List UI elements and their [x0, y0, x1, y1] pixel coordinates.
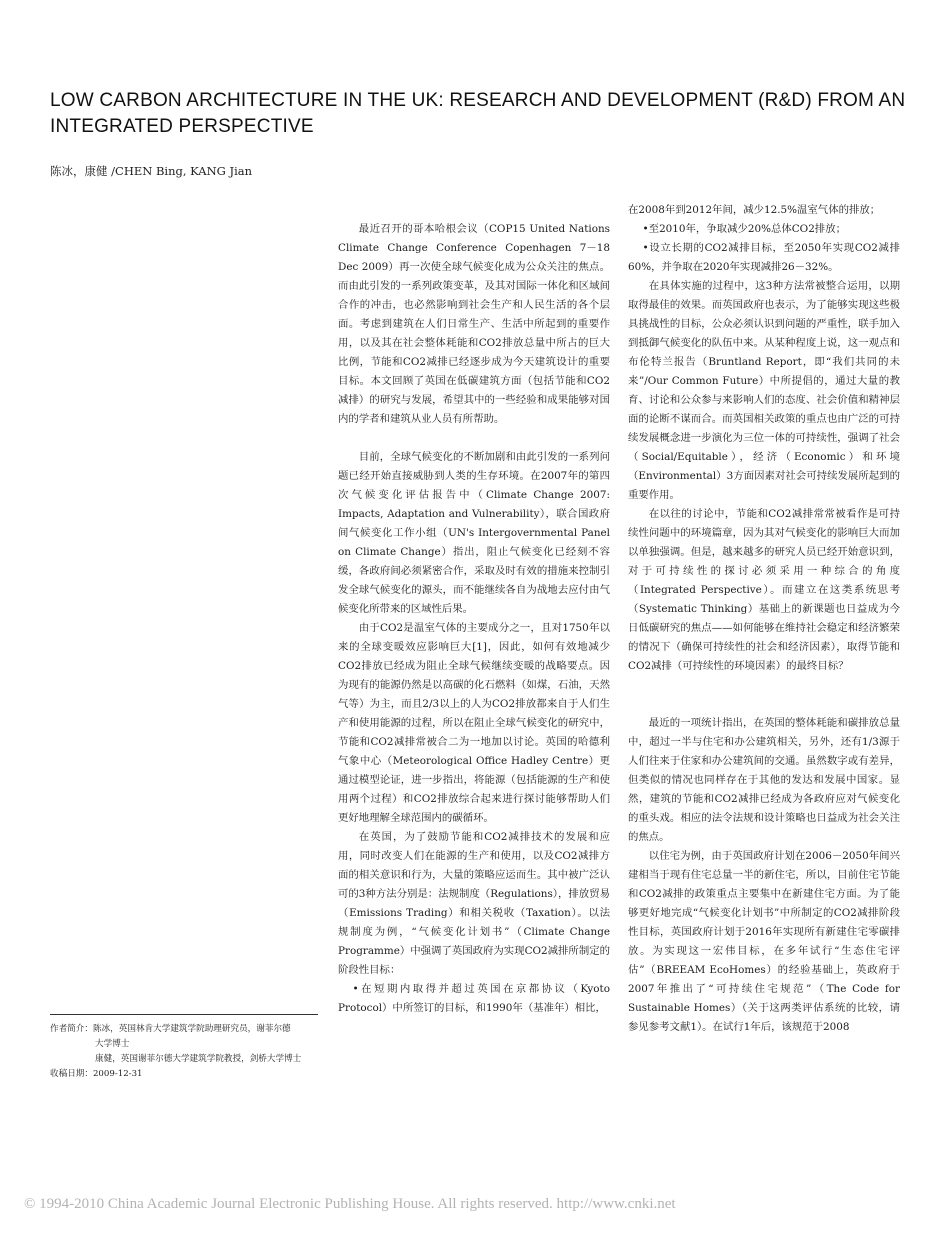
section-gap	[338, 429, 610, 448]
body-paragraph: 在2008年到2012年间，减少12.5%温室气体的排放；	[628, 204, 881, 216]
body-paragraph: 最近的一项统计指出，在英国的整体耗能和碳排放总量中，超过一半与住宅和办公建筑相关，另外，还有1/3源于人们往来于住家和办公建筑间的交通。虽然数字或有差异，但类似的情况也同样存在于其他的发达和发展中国家。显然，建筑的节能和CO2减排已经成为各政府应对气候变化的重头戏。相应的法令法规和设计策略也日益成为社会关注的焦点。	[628, 717, 900, 843]
bullet-paragraph: •设立长期的CO2减排目标，至2050年实现CO2减排60%，并争取在2020年实现减排26－32%。	[628, 242, 900, 273]
body-paragraph: 以住宅为例，由于英国政府计划在2006－2050年间兴建相当于现有住宅总量一半的新住宅，所以，目前住宅节能和CO2减排的政策重点主要集中在新建住宅方面。为了能够更好地完成“气候变化计划书”中所制定的CO2减排阶段性目标，英国政府计划于2016年实现所有新建住宅零碳排放。为实现这一宏伟目标，在多年试行“生态住宅评估”（BREEAM EcoHomes）的经验基础上，英政府于2007年推出了“可持续住宅规范”（The Code for Sustainable Homes）（关于这两类评估系统的比较，请参见参考文献1）。在试行1年后，该规范于2008	[628, 850, 900, 1033]
author-notes	[50, 1022, 330, 1082]
body-paragraph: 在以往的讨论中，节能和CO2减排常常被看作是可持续性问题中的环境篇章，因为其对气候变化的影响巨大而加以单独强调。但是，越来越多的研究人员已经开始意识到，对于可持续性的探讨必须采用一种综合的角度（Integrated Perspective）。而建立在这类系统思考（Systematic Thinking）基础上的新课题也日益成为今日低碳研究的焦点——如何能够在维持社会稳定和经济繁荣的情况下（确保可持续性的社会和经济因素），取得节能和CO2减排（可持续性的环境因素）的最终目标？	[628, 508, 900, 672]
text-column-left	[338, 220, 610, 1018]
section-gap	[628, 676, 900, 695]
body-paragraph: 在具体实施的过程中，这3种方法常被整合运用，以期取得最佳的效果。而英国政府也表示，为了能够实现这些极具挑战性的目标，公众必须认识到问题的严重性，联手加入到抵御气候变化的队伍中来。从某种程度上说，这一观点和布伦特兰报告（Bruntland Report，即“我们共同的未来”/Our Common Future）中所提倡的，通过大量的教育、讨论和公众参与来影响人们的态度、社会价值和精神层面的论断不谋而合。而英国相关政策的重点也由广泛的可持续发展概念进一步演化为三位一体的可持续性，强调了社会（Social/Equitable），经济（Economic）和环境（Environmental）3方面因素对社会可持续发展所起到的重要作用。	[628, 280, 900, 501]
bullet-paragraph: •在短期内取得并超过英国在京都协议（Kyoto Protocol）中所签订的目标，和1990年（基准年）相比，	[338, 983, 610, 1014]
author-note-line: 大学博士	[95, 1039, 130, 1049]
bullet-paragraph: •至2010年，争取减少20%总体CO2排放；	[642, 223, 846, 235]
author-note-line: 作者简介：陈冰，英国林肯大学建筑学院助理研究员，谢菲尔德	[50, 1024, 291, 1034]
copyright-footer: © 1994-2010 China Academic Journal Electronic Publishing House. All rights reserved. http://www.cnki.net	[24, 1196, 676, 1212]
abstract-paragraph: 最近召开的哥本哈根会议（COP15 United Nations Climate Change Conference Copenhagen 7－18 Dec 2009）再一次使全球气候变化成为公众关注的焦点。而由此引发的一系列政策变革，及其对国际一体化和区域间合作的冲击，也必然影响到社会生产和人民生活的各个层面。考虑到建筑在人们日常生产、生活中所起到的重要作用，以及其在社会整体耗能和CO2排放总量中所占的巨大比例，节能和CO2减排已经逐步成为今天建筑设计的重要目标。本文回顾了英国在低碳建筑方面（包括节能和CO2减排）的研究与发展，希望其中的一些经验和成果能够对国内的学者和建筑从业人员有所帮助。	[338, 223, 610, 425]
received-date: 收稿日期：2009-12-31	[50, 1069, 143, 1079]
author-note-line: 康健，英国谢菲尔德大学建筑学院教授，剑桥大学博士	[95, 1054, 302, 1064]
authors: 陈冰，康健 /CHEN Bing, KANG Jian	[50, 164, 253, 178]
body-paragraph: 由于CO2是温室气体的主要成分之一，且对1750年以来的全球变暖效应影响巨大[1]，因此，如何有效地减少CO2排放已经成为阻止全球气候继续变暖的战略要点。因为现有的能源仍然是以高碳的化石燃料（如煤，石油，天然气等）为主，而且2/3以上的人为CO2排放都来自于人们生产和使用能源的过程，所以在阻止全球气候变化的研究中，节能和CO2减排常被合二为一地加以讨论。英国的哈德利气象中心（Meteorological Office Hadley Centre）更通过模型论证，进一步指出，将能源（包括能源的生产和使用两个过程）和CO2排放综合起来进行探讨能够帮助人们更好地理解全球范围内的碳循环。	[338, 622, 610, 824]
body-paragraph: 目前，全球气候变化的不断加剧和由此引发的一系列问题已经开始直接威胁到人类的生存环境。在2007年的第四次气候变化评估报告中（Climate Change 2007: Impacts, Adaptation and Vulnerability），联合国政府间气候变化工作小组（UN's Intergovernmental Panel on Climate Change）指出，阻止气候变化已经刻不容缓，各政府间必须紧密合作，采取及时有效的措施来控制引发全球气候变化的源头，而不能继续各自为战地去应付由气候变化所带来的区域性后果。	[338, 451, 610, 615]
body-paragraph: 在英国，为了鼓励节能和CO2减排技术的发展和应用，同时改变人们在能源的生产和使用，以及CO2减排方面的相关意识和行为，大量的策略应运而生。其中被广泛认可的3种方法分别是：法规制度（Regulations），排放贸易（Emissions Trading）和相关税收（Taxation）。以法规制度为例，“气候变化计划书”（Climate Change Programme）中强调了英国政府为实现CO2减排所制定的阶段性目标：	[338, 831, 610, 976]
footnote-rule	[50, 1014, 318, 1015]
text-column-right	[628, 201, 900, 1037]
section-gap	[628, 695, 900, 714]
paper-title: LOW CARBON ARCHITECTURE IN THE UK: RESEARCH AND DEVELOPMENT (R&D) FROM AN INTEGRATED PERSPECTIVE	[50, 90, 906, 137]
